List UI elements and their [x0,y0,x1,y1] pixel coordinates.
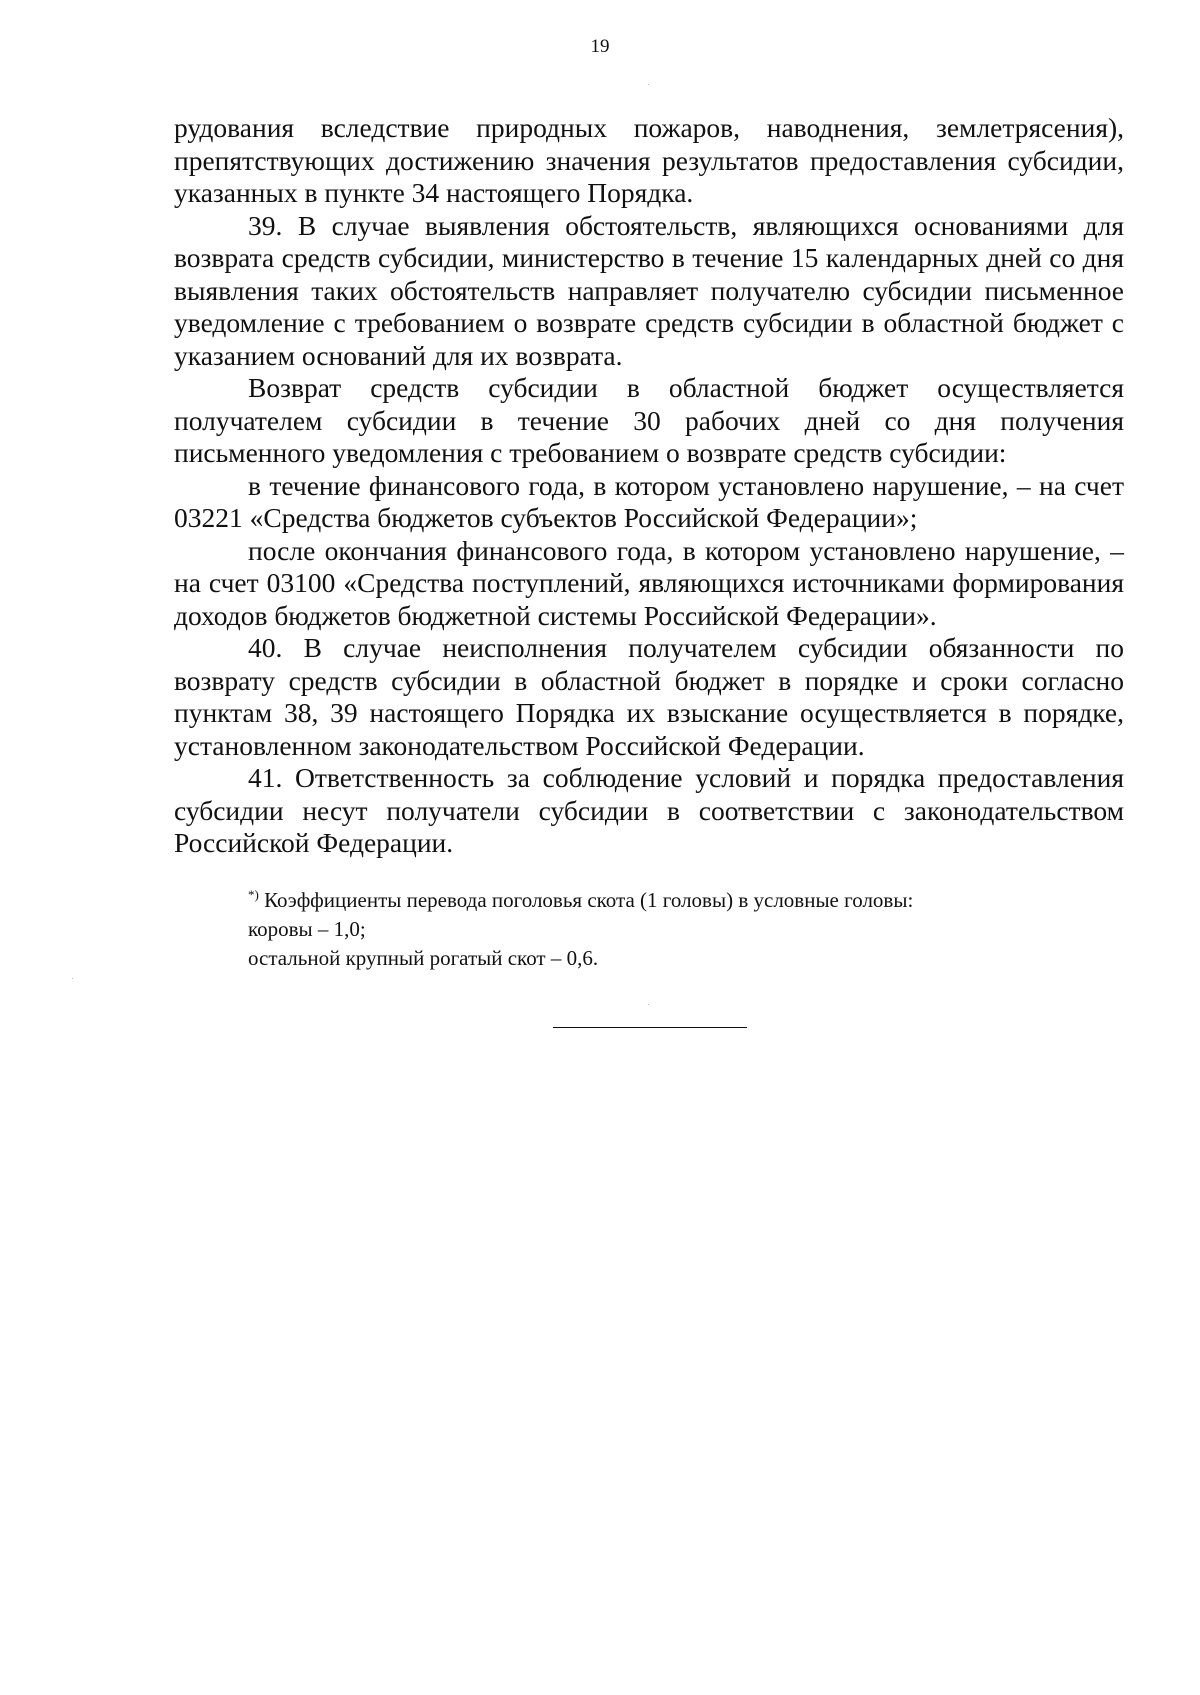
footnote-line: коровы – 1,0; [248,917,366,941]
page-number: 19 [590,36,610,57]
paragraph-item-40: 40. В случае неисполнения получателем субсидии обязанности по возврату средств субсидии в областной бюджет в порядке и сроки согласно пунктам 38, 39 настоящего Порядка их взыскание осуществляется в порядке, установленном законодательством Российской Федерации. [174,632,1124,761]
end-of-document-rule [553,1027,747,1028]
footnote-line [248,886,1128,915]
footnote-line: остальной крупный рогатый скот – 0,6. [248,946,599,970]
paragraph-refund-after-year: после окончания финансового года, в котором установлено нарушение, – на счет 03100 «Средства поступлений, являющихся источниками формирования доходов бюджетов бюджетной системы Российской Федерации». [174,534,1124,631]
footnote-text: Коэффициенты перевода поголовья скота (1 головы) в условные головы: [264,888,914,912]
document-body [174,112,1124,860]
paragraph-continuation: рудования вследствие природных пожаров, наводнения, землетрясения), препятствующих достижению значения результатов предоставления субсидии, указанных в пункте 34 настоящего Порядка. [174,112,1124,208]
paragraph-item-41: 41. Ответственность за соблюдение условий и порядка предоставления субсидии несут получатели субсидии в соответствии с законодательством Российской Федерации. [174,762,1124,858]
scan-speck [72,978,73,979]
scan-speck [648,1004,649,1005]
footnote-marker: *) [248,887,259,902]
scan-speck [648,84,649,85]
paragraph-item-39: 39. В случае выявления обстоятельств, являющихся основаниями для возврата средств субсидии, министерство в течение 15 календарных дней со дня выявления таких обстоятельств направляет получателю субсидии письменное уведомление с требованием о возврате средств субсидии в областной бюджет с указанием оснований для их возврата. [174,209,1124,371]
paragraph-refund-current-year: в течение финансового года, в котором установлено нарушение, – на счет 03221 «Средства бюджетов субъектов Российской Федерации»; [174,469,1124,533]
paragraph-refund-procedure: Возврат средств субсидии в областной бюджет осуществляется получателем субсидии в течение 30 рабочих дней со дня получения письменного уведомления с требованием о возврате средств субсидии: [174,372,1124,468]
footnote [248,886,1128,973]
